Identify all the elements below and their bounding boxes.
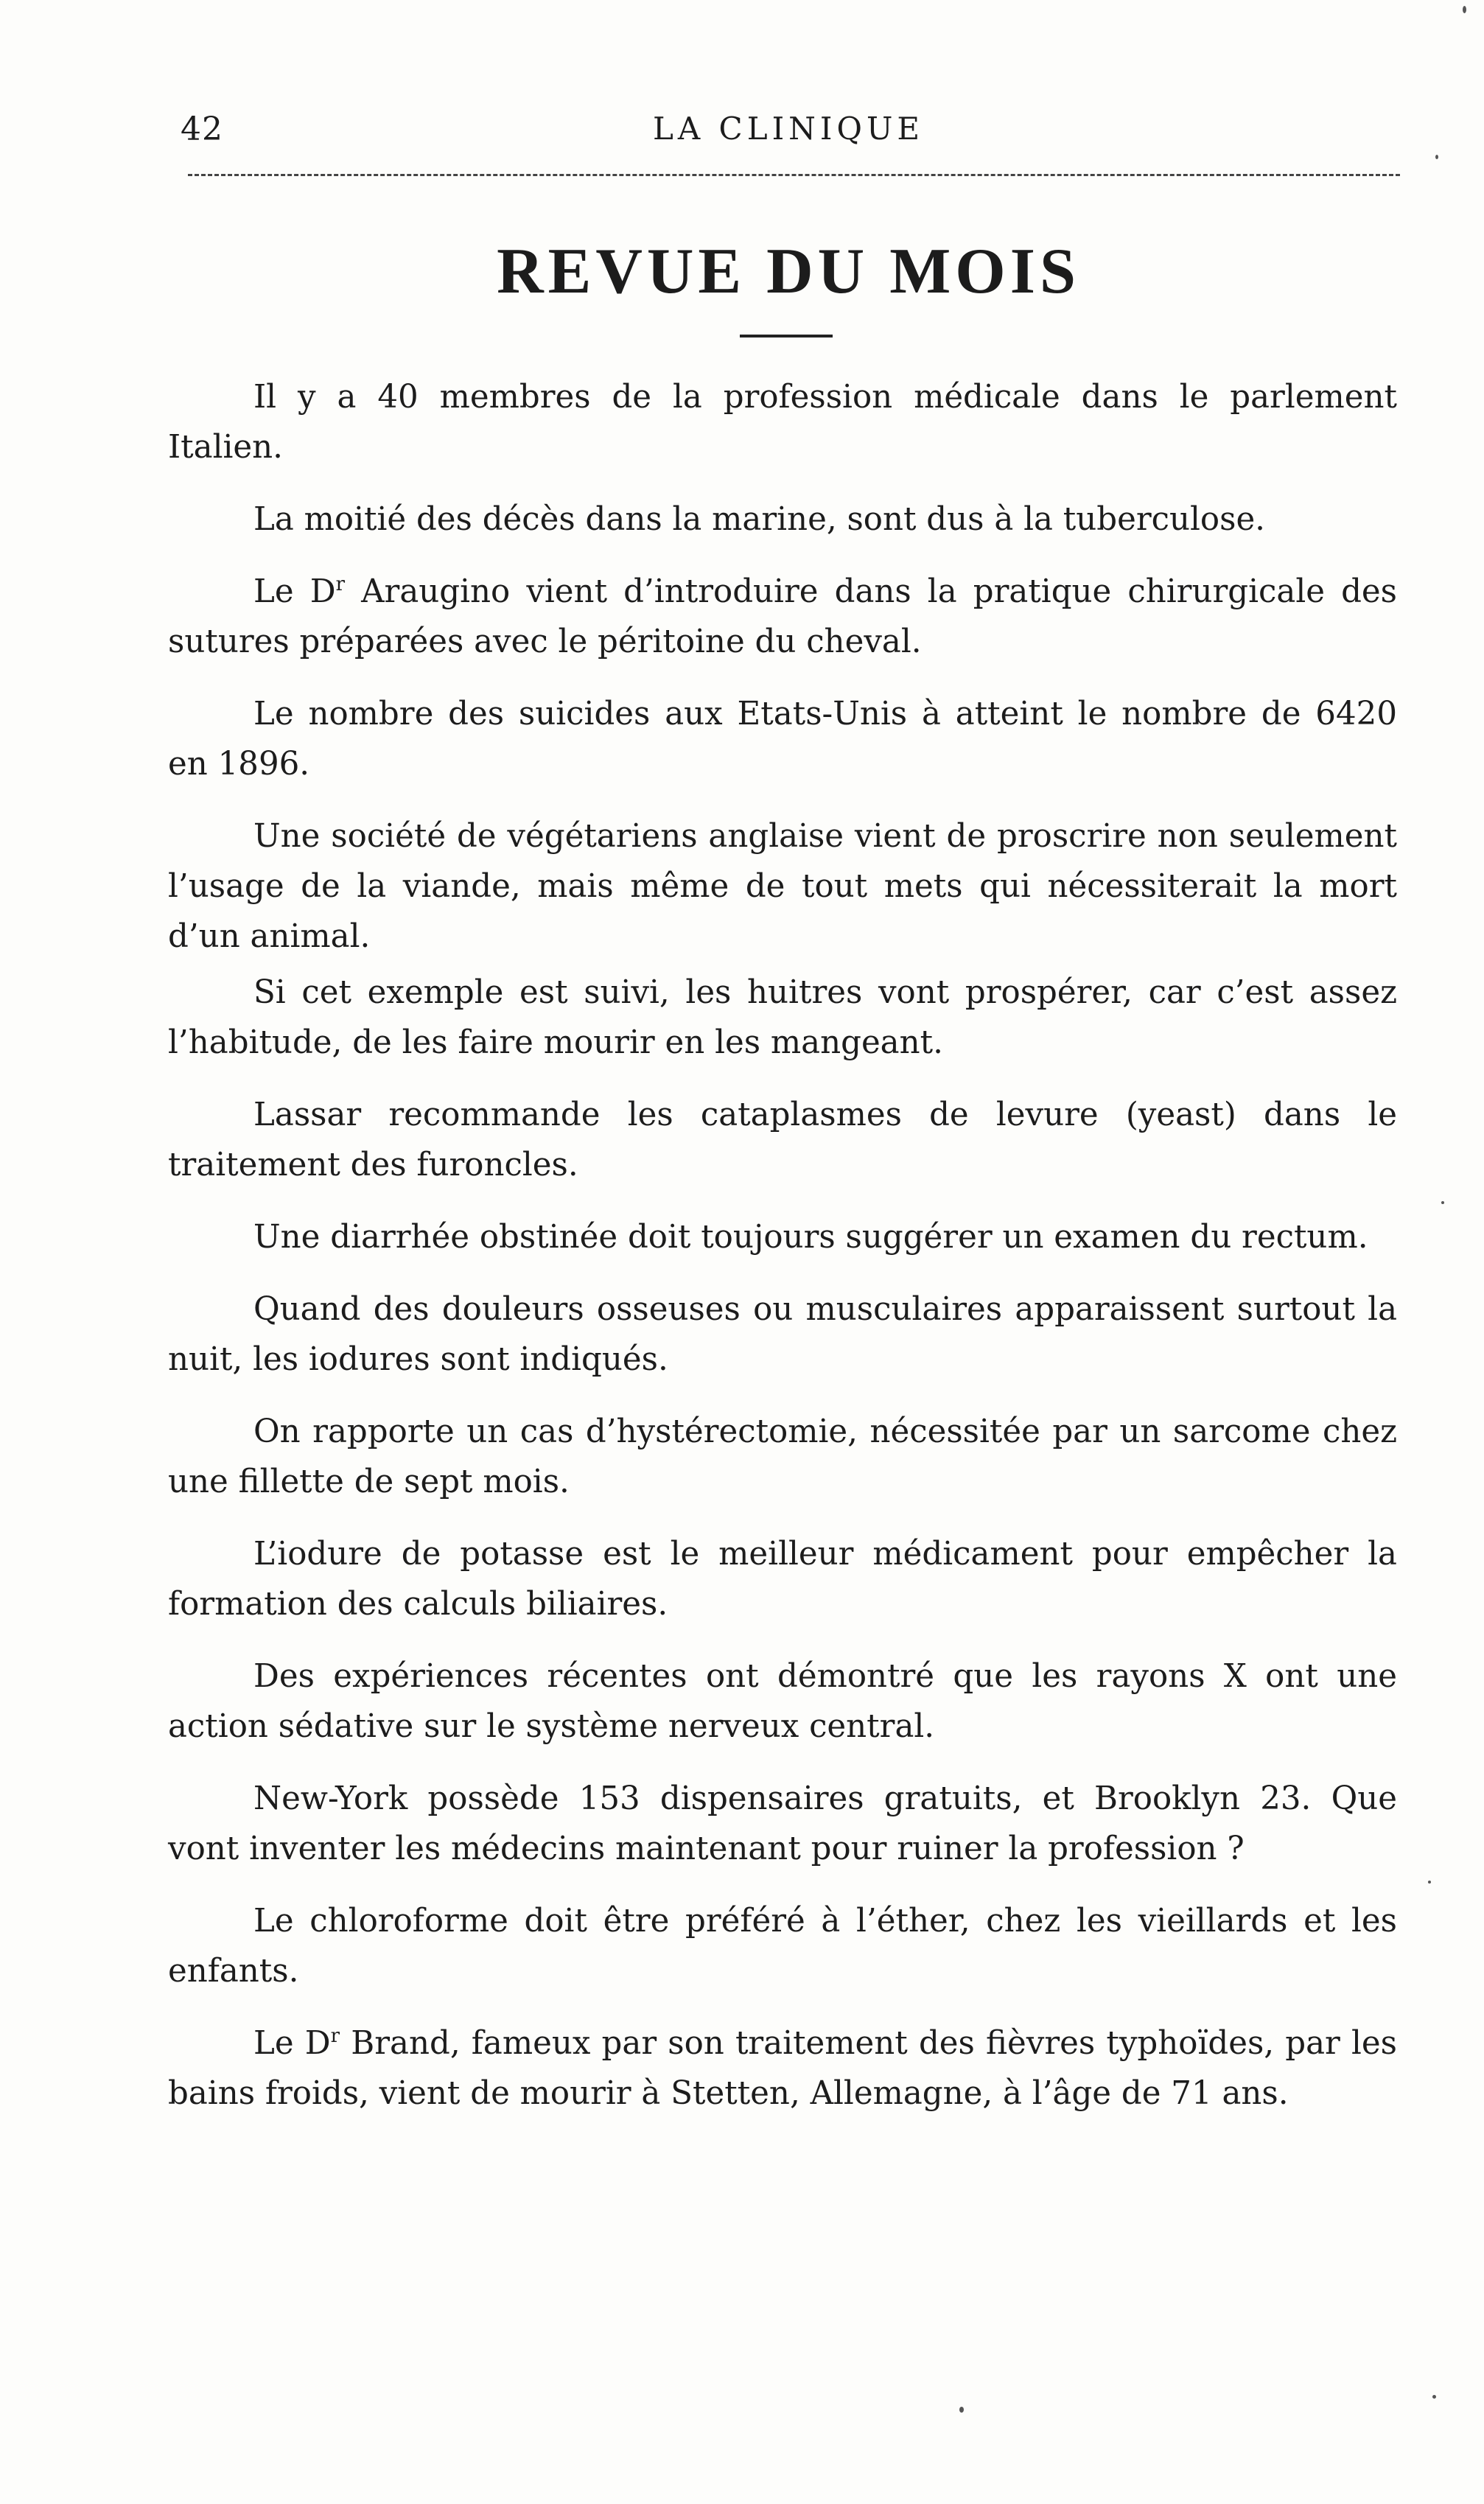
text-run: Araugino vient d’introduire dans la pratique chirurgicale des sutures préparées avec le péritoine du cheval. — [168, 573, 1397, 660]
page-header — [181, 111, 1396, 155]
scan-speck — [959, 2407, 964, 2413]
paragraph: La moitié des décès dans la marine, sont dus à la tuberculose. — [253, 501, 1266, 538]
paragraph: On rapporte un cas d’hystérectomie, nécessitée par un sarcome chez une fillette de sept mois. — [168, 1413, 1397, 1500]
paragraph — [168, 567, 1397, 667]
scan-speck — [1463, 6, 1466, 13]
superscript: r — [330, 2025, 340, 2047]
paragraph: Une diarrhée obstinée doit toujours suggérer un examen du rectum. — [253, 1219, 1368, 1256]
scan-speck — [1435, 155, 1438, 159]
paragraph: Des expériences récentes ont démontré que les rayons X ont une action sédative sur le système nerveux central. — [168, 1658, 1397, 1745]
page-number: 42 — [181, 111, 223, 148]
text-run: Brand, fameux par son traitement des fièvres typhoïdes, par les bains froids, vient de mourir à Stetten, Allemagne, à l’âge de 71 ans. — [168, 2025, 1397, 2112]
title-rule — [740, 335, 833, 338]
paragraph — [168, 2018, 1397, 2119]
scan-speck — [1428, 1881, 1431, 1884]
section-title: REVUE DU MOIS — [497, 236, 1080, 307]
header-rule — [188, 174, 1400, 176]
paragraph: L’iodure de potasse est le meilleur médicament pour empêcher la formation des calculs biliaires. — [168, 1536, 1397, 1623]
text-run: Le D — [253, 2025, 331, 2062]
paragraph: Une société de végétariens anglaise vient de proscrire non seulement l’usage de la viande, mais même de tout mets qui nécessiterait la mort d’un animal. — [168, 818, 1397, 955]
scan-speck — [1441, 1201, 1444, 1204]
paragraph: Le nombre des suicides aux Etats-Unis à atteint le nombre de 6420 en 1896. — [168, 696, 1397, 783]
paragraph: Il y a 40 membres de la profession médicale dans le parlement Italien. — [168, 379, 1397, 466]
running-title: LA CLINIQUE — [652, 111, 925, 147]
paragraph: Le chloroforme doit être préféré à l’éther, chez les vieillards et les enfants. — [168, 1903, 1397, 1990]
superscript: r — [335, 573, 346, 595]
paragraph: Lassar recommande les cataplasmes de levure (yeast) dans le traitement des furoncles. — [168, 1097, 1397, 1183]
paragraph: Si cet exemple est suivi, les huitres vont prospérer, car c’est assez l’habitude, de les faire mourir en les mangeant. — [168, 974, 1397, 1061]
paragraph: Quand des douleurs osseuses ou musculaires apparaissent surtout la nuit, les iodures sont indiqués. — [168, 1291, 1397, 1378]
paragraph: New-York possède 153 dispensaires gratuits, et Brooklyn 23. Que vont inventer les médecins maintenant pour ruiner la profession ? — [168, 1780, 1397, 1867]
text-run: Le D — [253, 573, 336, 610]
scan-speck — [1432, 2395, 1436, 2399]
article-body — [168, 372, 1397, 2141]
